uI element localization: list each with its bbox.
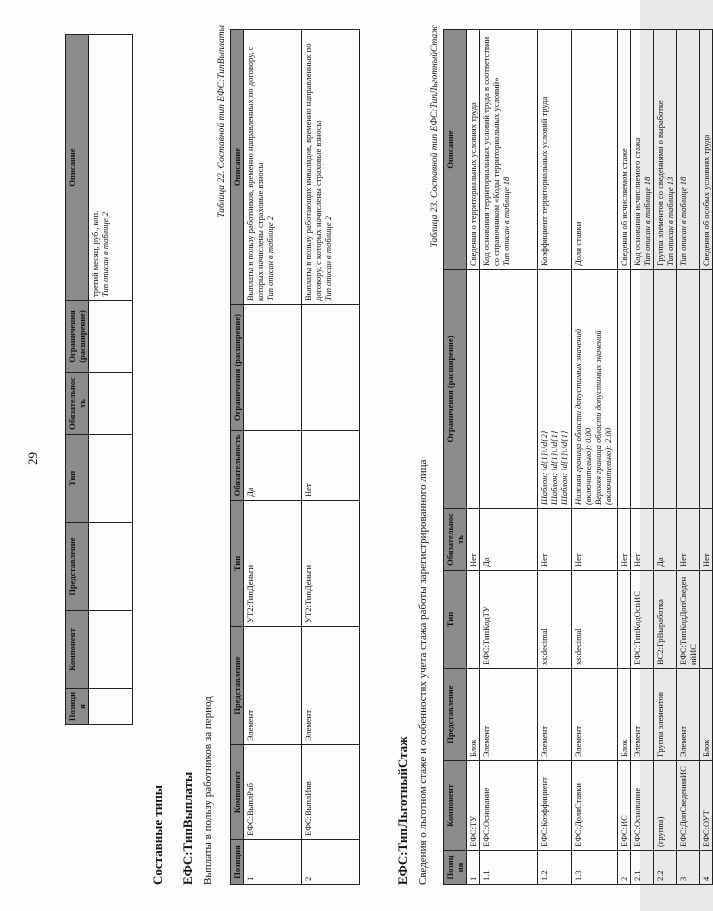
cell-description bbox=[631, 30, 654, 270]
constraint-line: Нижняя граница области допустимых значений (включительно): 0.00 bbox=[573, 328, 593, 505]
cell-representation bbox=[89, 523, 133, 611]
cell-component: ЕФС:ТУ bbox=[467, 761, 480, 851]
cell-position: 1 bbox=[467, 851, 480, 885]
cell-position: 4 bbox=[700, 851, 713, 885]
table-row bbox=[654, 30, 677, 885]
cell-component: ЕФС:Коэффициент bbox=[538, 761, 572, 851]
table-row bbox=[538, 30, 572, 885]
table-row bbox=[467, 30, 480, 885]
cell-required: Нет bbox=[677, 509, 700, 571]
description-text: Сведения об исчисляемом стаже bbox=[619, 148, 629, 266]
description-text: Доля ставки bbox=[573, 221, 583, 266]
header-type: Тип bbox=[66, 435, 89, 523]
cell-type bbox=[700, 571, 713, 669]
cell-constraints bbox=[89, 301, 133, 373]
table-caption: Таблица 23. Составной тип ЕФС:ТипЛьготныйСтаж bbox=[430, 25, 440, 248]
cell-position: 2 bbox=[618, 851, 631, 885]
description-ref: Тип описан в таблице 18 bbox=[678, 176, 688, 266]
cell-description bbox=[654, 30, 677, 270]
cell-description bbox=[700, 30, 713, 270]
description-text: Сведения об особых условиях труда bbox=[701, 134, 711, 266]
table-row bbox=[700, 30, 713, 885]
cell-component: (группа) bbox=[654, 761, 677, 851]
description-ref: Тип описан в таблице 13 bbox=[665, 176, 675, 266]
cell-required: Нет bbox=[700, 509, 713, 571]
cell-representation: Элемент bbox=[677, 669, 700, 761]
header-required: Обязательность bbox=[231, 431, 244, 501]
cell-constraints bbox=[244, 305, 302, 431]
table-row bbox=[89, 35, 133, 725]
table-header-row bbox=[66, 35, 89, 725]
header-description: Описание bbox=[66, 35, 89, 301]
cell-description bbox=[538, 30, 572, 270]
cell-position: 1.2 bbox=[538, 851, 572, 885]
header-constraints: Ограничения (расширение) bbox=[444, 270, 467, 509]
header-component: Компонент bbox=[231, 745, 244, 840]
header-constraints: Ограничения (расширение) bbox=[66, 301, 89, 373]
table-row bbox=[480, 30, 538, 885]
cell-type: xs:decimal bbox=[538, 571, 572, 669]
cell-representation: Элемент bbox=[572, 669, 618, 761]
cell-position: 1.1 bbox=[480, 851, 538, 885]
cell-component bbox=[89, 611, 133, 689]
cell-description bbox=[677, 30, 700, 270]
cell-representation: Блок bbox=[467, 669, 480, 761]
table-header-row bbox=[231, 30, 244, 885]
cell-type: xs:decimal bbox=[572, 571, 618, 669]
description-text: Выплаты в пользу работников, временно направленных по договору, с которых начислены страховые взносы bbox=[245, 46, 265, 301]
table-continuation bbox=[65, 34, 133, 725]
description-ref: Тип описан в таблице 18 bbox=[501, 176, 511, 266]
header-description: Описание bbox=[231, 30, 244, 305]
table-caption: Таблица 22. Составной тип ЕФС:ТипВыплаты bbox=[217, 25, 227, 218]
cell-required: Нет bbox=[572, 509, 618, 571]
cell-constraints bbox=[618, 270, 631, 509]
description-ref: Тип описан в таблице 18 bbox=[642, 176, 652, 266]
cell-constraints bbox=[700, 270, 713, 509]
cell-type: ЕФС:ТипКодОснИС bbox=[631, 571, 654, 669]
cell-constraints bbox=[631, 270, 654, 509]
description-ref: Тип описан в таблице 2 bbox=[100, 212, 110, 297]
cell-component: ЕФС:ВыплРаб bbox=[244, 745, 302, 840]
cell-position: 2 bbox=[302, 840, 360, 885]
cell-type: УТ2:ТипДеньги bbox=[302, 501, 360, 627]
page-number: 29 bbox=[25, 452, 40, 465]
description-text: Код основания территориальных условий труда в соответствии со справочником «Коды территориальных условий» bbox=[481, 36, 501, 266]
constraint-line: Шаблон: \d{1}\.\d{2} bbox=[539, 430, 549, 505]
cell-component: ЕФС:ВыплИнв bbox=[302, 745, 360, 840]
table-vyplaty bbox=[230, 29, 360, 885]
cell-position: 1.3 bbox=[572, 851, 618, 885]
cell-position: 2.2 bbox=[654, 851, 677, 885]
cell-type: ЕФС:ТипКодДопСведенийИС bbox=[677, 571, 700, 669]
cell-description bbox=[467, 30, 480, 270]
cell-representation: Группа элементов bbox=[654, 669, 677, 761]
cell-component: ЕФС:Основание bbox=[480, 761, 538, 851]
description-text: Группа элементов со сведениями о выработке bbox=[655, 100, 665, 266]
header-required: Обязательность bbox=[444, 509, 467, 571]
type-title: ЕФС:ТипВыплаты bbox=[180, 771, 195, 885]
cell-constraints bbox=[677, 270, 700, 509]
cell-component: ЕФС:ДопСведенияИС bbox=[677, 761, 700, 851]
cell-type: ЕФС:ТипКодТУ bbox=[480, 571, 538, 669]
cell-required: Нет bbox=[631, 509, 654, 571]
cell-component: ЕФС:Основание bbox=[631, 761, 654, 851]
cell-type: ВС2:ГрВыработка bbox=[654, 571, 677, 669]
cell-constraints bbox=[538, 270, 572, 509]
cell-component: ЕФС:ОУТ bbox=[700, 761, 713, 851]
table-row bbox=[302, 30, 360, 885]
description-ref: Тип описан в таблице 2 bbox=[323, 216, 333, 301]
rotated-content bbox=[20, 20, 711, 890]
section-title: Составные типы bbox=[150, 785, 165, 885]
cell-description bbox=[572, 30, 618, 270]
constraint-line: Шаблон: \d{1}\.\d{1} bbox=[559, 430, 569, 505]
header-constraints: Ограничения (расширение) bbox=[231, 305, 244, 431]
cell-type bbox=[89, 435, 133, 523]
cell-constraints bbox=[654, 270, 677, 509]
header-component: Компонент bbox=[444, 761, 467, 851]
table-row bbox=[631, 30, 654, 885]
header-description: Описание bbox=[444, 30, 467, 270]
cell-required: Да bbox=[244, 431, 302, 501]
header-representation: Представление bbox=[444, 669, 467, 761]
header-type: Тип bbox=[231, 501, 244, 627]
cell-representation: Элемент bbox=[538, 669, 572, 761]
cell-required: Да bbox=[654, 509, 677, 571]
cell-description bbox=[618, 30, 631, 270]
cell-required: Нет bbox=[302, 431, 360, 501]
cell-description bbox=[89, 35, 133, 301]
table-lgotny-stazh bbox=[443, 29, 713, 885]
cell-representation: Блок bbox=[618, 669, 631, 761]
cell-description bbox=[244, 30, 302, 305]
cell-required bbox=[89, 373, 133, 435]
cell-type: УТ2:ТипДеньги bbox=[244, 501, 302, 627]
cell-component: ЕФС:ИС bbox=[618, 761, 631, 851]
cell-representation: Блок bbox=[700, 669, 713, 761]
cell-representation: Элемент bbox=[302, 627, 360, 745]
cell-representation: Элемент bbox=[631, 669, 654, 761]
cell-constraints bbox=[480, 270, 538, 509]
cell-constraints bbox=[302, 305, 360, 431]
cell-type bbox=[618, 571, 631, 669]
table-header-row bbox=[444, 30, 467, 885]
cell-position: 1 bbox=[244, 840, 302, 885]
cell-type bbox=[467, 571, 480, 669]
type-subtitle: Сведения о льготном стаже и особенностях учета стажа работы зарегистрированного лица bbox=[417, 459, 429, 885]
header-type: Тип bbox=[444, 571, 467, 669]
header-representation: Представление bbox=[66, 523, 89, 611]
description-text: Сведения о территориальных условиях труда bbox=[468, 102, 478, 266]
table-row bbox=[244, 30, 302, 885]
cell-representation: Элемент bbox=[244, 627, 302, 745]
cell-description bbox=[480, 30, 538, 270]
cell-required: Нет bbox=[467, 509, 480, 571]
header-representation: Представление bbox=[231, 627, 244, 745]
constraint-line: Верхняя граница области допустимых значений (включительно): 2.00 bbox=[593, 330, 613, 505]
constraint-line: Шаблон: \d{1}\.\d{1} bbox=[549, 430, 559, 505]
description-text: Выплаты в пользу работающих инвалидов, временно направленных по договору, с которых начислены страховые взносы bbox=[303, 43, 323, 301]
cell-representation: Элемент bbox=[480, 669, 538, 761]
cell-position: 3 bbox=[677, 851, 700, 885]
cell-position bbox=[89, 689, 133, 725]
header-required: Обязательность bbox=[66, 373, 89, 435]
description-text: Коэффициент территориальных условий труда bbox=[539, 96, 549, 266]
cell-constraints bbox=[467, 270, 480, 509]
table-row bbox=[618, 30, 631, 885]
cell-required: Нет bbox=[538, 509, 572, 571]
description-ref: Тип описан в таблице 2 bbox=[265, 216, 275, 301]
cell-component: ЕФС:ДоляСтавки bbox=[572, 761, 618, 851]
header-position: Позиция bbox=[66, 689, 89, 725]
cell-position: 2.1 bbox=[631, 851, 654, 885]
header-position: Позиция bbox=[231, 840, 244, 885]
cell-description bbox=[302, 30, 360, 305]
type-subtitle: Выплаты в пользу работников за период bbox=[202, 696, 214, 885]
table-row bbox=[572, 30, 618, 885]
header-component: Компонент bbox=[66, 611, 89, 689]
table-row bbox=[677, 30, 700, 885]
cell-constraints bbox=[572, 270, 618, 509]
description-text: Код основания исчисляемого стажа bbox=[632, 137, 642, 266]
description-text: третий месяц, руб., коп. bbox=[90, 210, 100, 297]
header-position: Позиция bbox=[444, 851, 467, 885]
type-title: ЕФС:ТипЛьготныйСтаж bbox=[395, 736, 410, 885]
cell-required: Да bbox=[480, 509, 538, 571]
cell-required: Нет bbox=[618, 509, 631, 571]
